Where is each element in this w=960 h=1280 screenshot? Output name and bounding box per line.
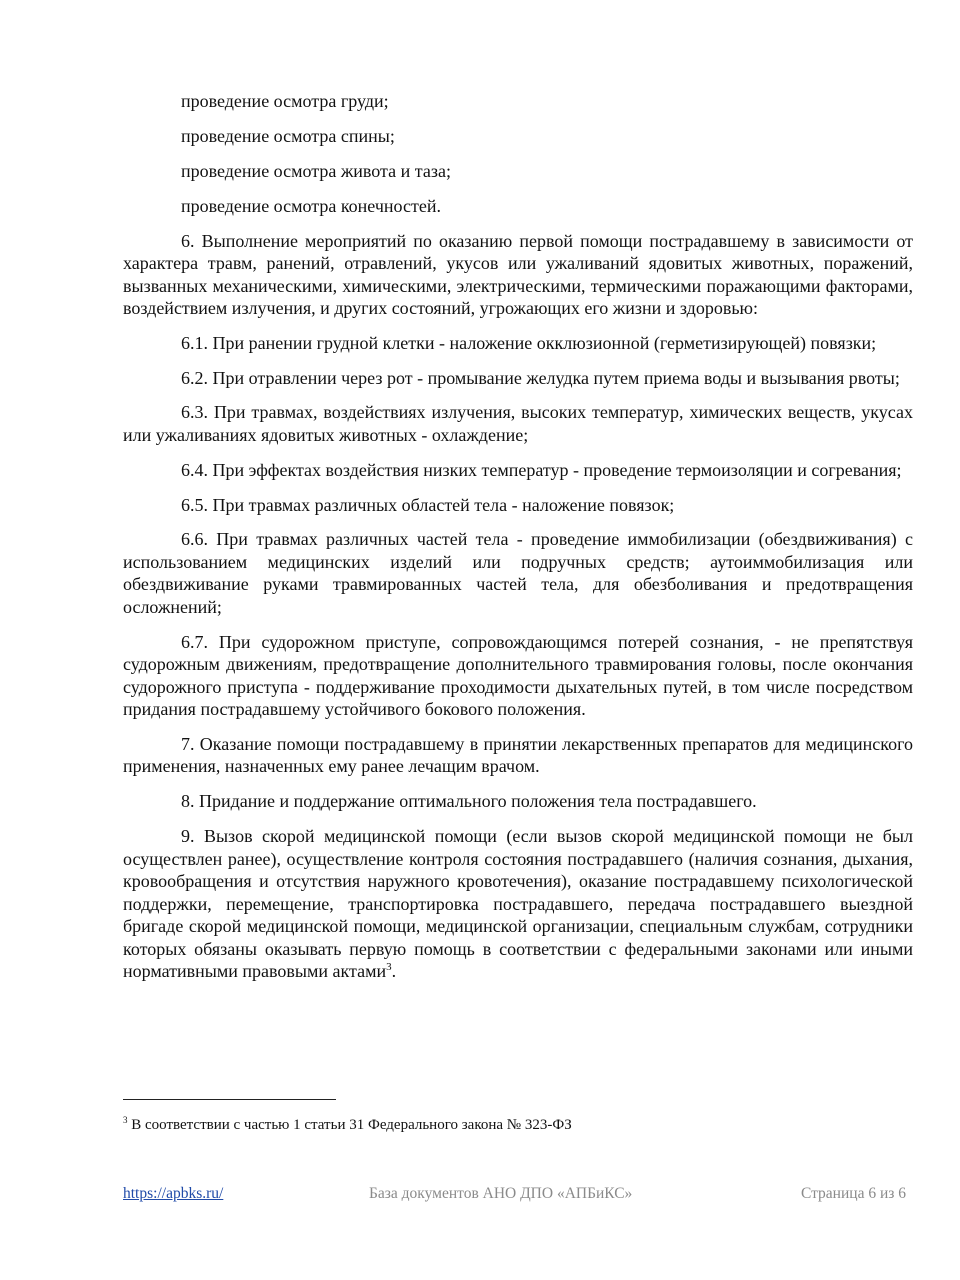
paragraph-6-2: 6.2. При отравлении через рот - промывание желудка путем приема воды и вызывания рвоты; bbox=[181, 367, 900, 388]
paragraph-6-7: 6.7. При судорожном приступе, сопровождающимся потерей сознания, - не препятствуя судорожным движениям, предотвращение дополнительного травмирования головы, после окончания судорожного приступа - поддерживание проходимости дыхательных путей, в том числе посредством придания пострадавшему устойчивого бокового положения. bbox=[123, 631, 913, 720]
footer-center-text: База документов АНО ДПО «АПБиКС» bbox=[369, 1185, 633, 1202]
site-link[interactable]: https://apbks.ru/ bbox=[123, 1185, 224, 1202]
paragraph-6: 6. Выполнение мероприятий по оказанию первой помощи пострадавшему в зависимости от характера травм, ранений, отравлений, укусов или ужаливаний ядовитых животных, поражений, вызванных механическими, химическими, электрическими, термическими поражающими факторами, воздействием излучения, и других состояний, угрожающих его жизни и здоровью: bbox=[123, 230, 913, 319]
paragraph-6-3: 6.3. При травмах, воздействиях излучения, высоких температур, химических веществ, укусах или ужаливаниях ядовитых животных - охлаждение; bbox=[123, 402, 913, 445]
paragraph-8: 8. Придание и поддержание оптимального положения тела пострадавшего. bbox=[181, 791, 757, 812]
list-item: проведение осмотра конечностей. bbox=[181, 195, 441, 216]
page-number: Страница 6 из 6 bbox=[800, 1185, 906, 1202]
paragraph-6-1: 6.1. При ранении грудной клетки - наложение окклюзионной (герметизирующей) повязки; bbox=[181, 332, 877, 353]
paragraph-6-5: 6.5. При травмах различных областей тела - наложение повязок; bbox=[181, 494, 675, 515]
paragraph-6-6: 6.6. При травмах различных частей тела - проведение иммобилизации (обездвиживания) с использованием медицинских изделий или подручных средств; аутоиммобилизация или обездвиживание руками травмированных частей тела, для обезболивания и предотвращения осложнений; bbox=[123, 529, 913, 617]
paragraph-7: 7. Оказание помощи пострадавшему в принятии лекарственных препаратов для медицинского применения, назначенных ему ранее лечащим врачом. bbox=[123, 733, 913, 777]
list-item: проведение осмотра груди; bbox=[181, 91, 389, 111]
footnote-reference: 3 bbox=[386, 961, 392, 974]
footnote-separator bbox=[123, 1099, 336, 1100]
footnote-text: В соответствии с частью 1 статьи 31 Федерального закона № 323-ФЗ bbox=[127, 1117, 572, 1133]
footnote bbox=[123, 1115, 572, 1135]
paragraph-9-text: 9. Вызов скорой медицинской помощи (если вызов скорой медицинской помощи не был осуществлен ранее), осуществление контроля состояния пострадавшего (наличия сознания, дыхания, кровообращения и отсутствия наружного кровотечения), оказание пострадавшему психологической поддержки, перемещение, транспортировка пострадавшего, передача пострадавшего выездной бригаде скорой медицинской помощи, медицинской организации, специальным службам, сотрудники которых обязаны оказывать первую помощь в соответствии с федеральными законами или иными нормативными правовыми актами bbox=[123, 826, 913, 982]
footnote-mark: 3 bbox=[123, 1115, 128, 1125]
list-item: проведение осмотра спины; bbox=[181, 125, 395, 146]
paragraph-9: 9. Вызов скорой медицинской помощи (если вызов скорой медицинской помощи не был осуществлен ранее), осуществление контроля состояния пострадавшего (наличия сознания, дыхания, кровообращения и отсутствия наружного кровотечения), оказание пострадавшему психологической поддержки, перемещение, транспортировка пострадавшего, передача пострадавшего выездной бригаде скорой медицинской помощи, медицинской организации, специальным службам, сотрудники которых обязаны оказывать первую помощь в соответствии с федеральными законами или иными нормативными правовыми актами$^3$. bbox=[123, 826, 913, 982]
list-item: проведение осмотра живота и таза; bbox=[181, 160, 451, 181]
page-footer bbox=[123, 1185, 913, 1207]
document-body bbox=[123, 90, 913, 995]
paragraph-6-4: 6.4. При эффектах воздействия низких температур - проведение термоизоляции и согревания; bbox=[181, 459, 902, 480]
